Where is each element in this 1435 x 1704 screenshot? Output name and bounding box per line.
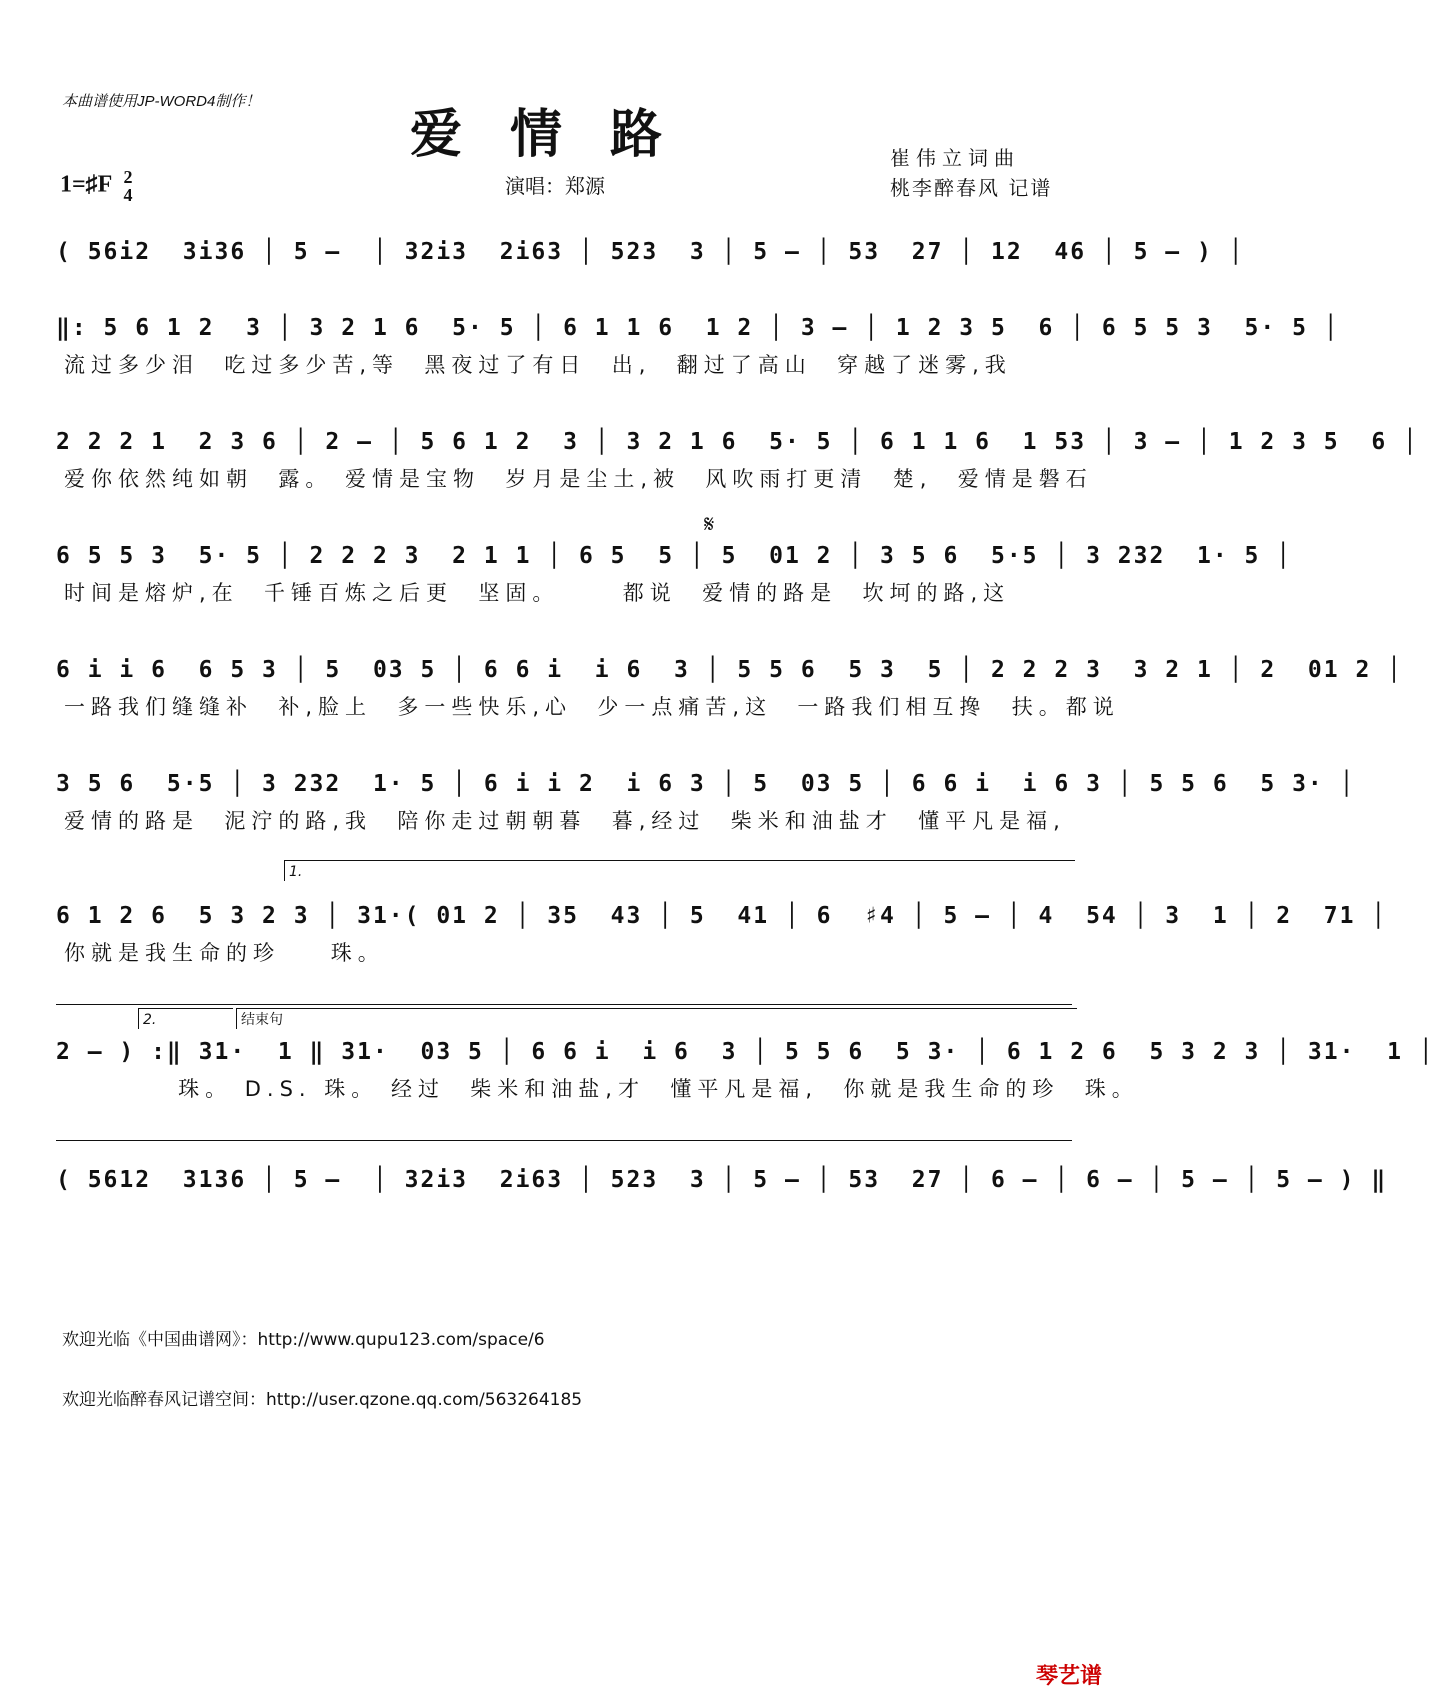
software-credit: 本曲谱使用JP-WORD4制作！ (62, 93, 261, 110)
time-signature (123, 168, 132, 204)
song-title: 爱情路 (409, 104, 710, 165)
lyrics-line: 珠。 D.S. 珠。 经过 柴米和油盐,才 懂平凡是福, 你就是我生命的珍 珠。 (64, 1077, 1139, 1101)
lyrics-line: 爱情的路是 泥泞的路,我 陪你走过朝朝暮 暮,经过 柴米和油盐才 懂平凡是福, (64, 809, 1066, 833)
notation-line: 2 – ) :‖ 31· 1 ‖ 31· 03 5 │ 6 6 i i 6 3 │ 5 5 6 5 3· │ 6 1 2 6 5 3 2 3 │ 31· 1 │ (56, 1032, 1072, 1072)
score-row (56, 510, 1293, 610)
time-top: 2 (123, 167, 133, 187)
volta-bracket-2: 2. (138, 1008, 233, 1029)
score-row (56, 232, 1245, 272)
volta-bracket-1: 1. (284, 860, 1075, 881)
notation-line: ( 5612 3136 │ 5 – │ 32i3 2i63 │ 523 3 │ 5 – │ 53 27 │ 6 – │ 6 – │ 5 – │ 5 – ) ‖ (56, 1160, 1072, 1200)
footer-link-1[interactable]: 欢迎光临《中国曲谱网》：http://www.qupu123.com/space/6 (62, 1330, 545, 1350)
footer-link-2[interactable]: 欢迎光临醉春风记谱空间：http://user.qzone.qq.com/563264185 (62, 1390, 583, 1410)
singer: 演唱：郑源 (505, 174, 605, 198)
coda-bracket: 结束句 (236, 1008, 1077, 1029)
lyrics-line: 你就是我生命的珍 珠。 (64, 941, 385, 965)
notation-line: 6 i i 6 6 5 3 │ 5 03 5 │ 6 6 i i 6 3 │ 5 5 6 5 3 5 │ 2 2 2 3 3 2 1 │ 2 01 2 │ (56, 650, 1072, 690)
key-label: 1=♯F (60, 171, 112, 198)
key-signature (60, 168, 132, 204)
segno-sign: 𝄋 (704, 510, 715, 538)
score-row (56, 308, 1340, 382)
lyrics-line: 时间是熔炉,在 千锤百炼之后更 坚固。 都说 爱情的路是 坎坷的路,这 (64, 581, 1011, 605)
lyricist: 崔伟立词曲 (890, 146, 1020, 170)
volta-line (56, 1004, 1072, 1005)
score-row (56, 1012, 1435, 1106)
score-row (56, 650, 1404, 724)
notation-line: ‖: 5 6 1 2 3 │ 3 2 1 6 5· 5 │ 6 1 1 6 1 2 │ 3 – │ 1 2 3 5 6 │ 6 5 5 3 5· 5 │ (56, 308, 1072, 348)
notation-line: 3 5 6 5·5 │ 3 232 1· 5 │ 6 i i 2 i 6 3 │ 5 03 5 │ 6 6 i i 6 3 │ 5 5 6 5 3· │ (56, 764, 1072, 804)
transcriber: 桃李醉春风 记谱 (890, 176, 1053, 200)
outro-line (56, 1140, 1072, 1141)
notation-line: ( 56i2 3i36 │ 5 – │ 32i3 2i63 │ 523 3 │ 5 – │ 53 27 │ 12 46 │ 5 – ) │ (56, 232, 1072, 272)
score-row (56, 864, 1388, 970)
watermark-logo: 琴艺谱 (1035, 1664, 1102, 1689)
lyrics-line: 流过多少泪 吃过多少苦,等 黑夜过了有日 出, 翻过了高山 穿越了迷雾,我 (64, 353, 1012, 377)
lyrics-line: 一路我们缝缝补 补,脸上 多一些快乐,心 少一点痛苦,这 一路我们相互搀 扶。都说 (64, 695, 1120, 719)
time-bottom: 4 (123, 185, 133, 205)
notation-line: 6 1 2 6 5 3 2 3 │ 31·( 01 2 │ 35 43 │ 5 41 │ 6 ♯4 │ 5 – │ 4 54 │ 3 1 │ 2 71 │ (56, 896, 1072, 936)
score-row (56, 422, 1419, 496)
lyrics-line: 爱你依然纯如朝 露。 爱情是宝物 岁月是尘土,被 风吹雨打更清 楚, 爱情是磐石 (64, 467, 1093, 491)
notation-line: 6 5 5 3 5· 5 │ 2 2 2 3 2 1 1 │ 6 5 5 │ 5 01 2 │ 3 5 6 5·5 │ 3 232 1· 5 │ (56, 536, 1072, 576)
score-row (56, 764, 1356, 838)
notation-line: 2 2 2 1 2 3 6 │ 2 – │ 5 6 1 2 3 │ 3 2 1 6 5· 5 │ 6 1 1 6 1 53 │ 3 – │ 1 2 3 5 6 │ (56, 422, 1072, 462)
score-row (56, 1160, 1388, 1200)
